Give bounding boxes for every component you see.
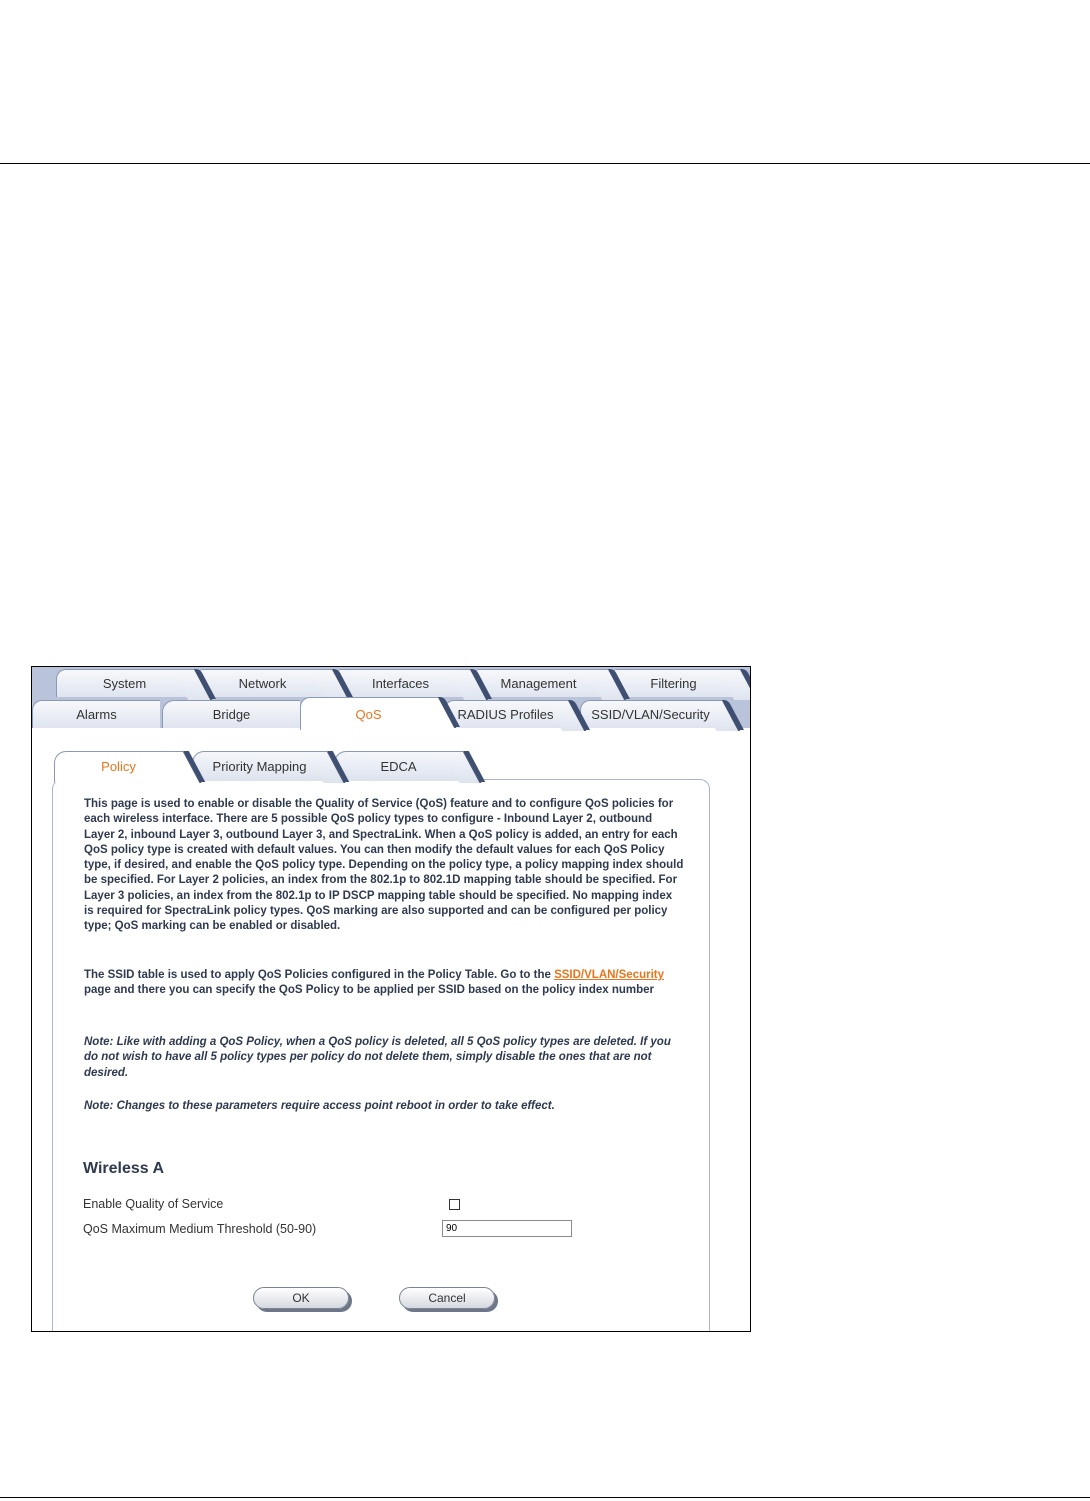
page-footer-rule [0,1497,1090,1498]
subtab-label: EDCA [380,759,417,774]
tab-bridge[interactable] [162,700,300,728]
delete-policy-note: Note: Like with adding a QoS Policy, when a QoS policy is deleted, all 5 QoS policy types are deleted. If you do not wish to have all 5 policy types per policy do not delete them, simply disable the ones that are not desired. [84,1036,671,1079]
subtab-label: Priority Mapping [212,759,307,774]
subtab-label: Policy [101,759,136,774]
cancel-button[interactable]: Cancel [399,1287,495,1309]
tab-label: QoS [355,707,382,722]
page-header-rule [0,163,1090,164]
tab-label: System [102,676,147,691]
threshold-input[interactable] [442,1220,572,1237]
qos-config-window [31,666,751,1332]
tab-label: Management [500,676,577,691]
threshold-label: QoS Maximum Medium Threshold (50-90) [83,1222,317,1236]
tab-network[interactable] [194,669,330,697]
tab-ssid-vlan-security[interactable] [580,700,720,728]
subtab-policy[interactable] [54,751,182,782]
tab-interfaces[interactable] [332,669,468,697]
enable-qos-checkbox[interactable] [449,1199,460,1210]
tab-system[interactable] [56,669,192,697]
subtab-edca[interactable] [334,751,462,781]
tab-label: Alarms [76,707,117,722]
ssid-table-description [84,968,684,999]
tab-label: RADIUS Profiles [457,707,554,722]
policy-description: This page is used to enable or disable the Quality of Service (QoS) feature and to configure QoS policies for each wireless interface. There are 5 possible QoS policy types to configure - Inbound Layer 2, outbound Layer 2, inbound Layer 3, outbound Layer 3, and SpectraLink. When a QoS policy is added, an entry for each QoS policy type is created with default values. You can then modify the default values for each QoS Policy type, if desired, and enable the QoS policy type. Depending on the policy type, a policy mapping index should be specified. For Layer 2 policies, an index from the 802.1p to 802.1D mapping table should be specified. For Layer 3 policies, an index from the 802.1p to IP DSCP mapping table should be specified. No mapping index is required for SpectraLink policy types. QoS marking are also supported and can be configured per policy type; QoS marking can be enabled or disabled. [84,798,684,933]
enable-qos-label: Enable Quality of Service [83,1197,224,1211]
tab-management[interactable] [470,669,606,697]
tab-label: SSID/VLAN/Security [591,707,710,722]
tab-radius-profiles[interactable] [444,700,566,728]
tab-label: Filtering [650,676,697,691]
ssid-vlan-security-link[interactable]: SSID/VLAN/Security [554,969,665,981]
ssid-text-after: page and there you can specify the QoS Policy to be applied per SSID based on the policy index number [84,984,655,997]
tab-label: Bridge [212,707,251,722]
subtab-priority-mapping[interactable] [192,751,326,781]
section-heading-wireless-a: Wireless A [83,1160,165,1177]
ssid-text-before: The SSID table is used to apply QoS Policies configured in the Policy Table. Go to the [84,969,551,981]
tab-label: Network [238,676,287,691]
tab-alarms[interactable] [32,700,160,728]
ok-button[interactable]: OK [253,1287,349,1309]
tab-filtering[interactable] [608,669,738,697]
tab-label: Interfaces [371,676,430,691]
tab-qos[interactable] [300,697,436,730]
reboot-note: Note: Changes to these parameters require access point reboot in order to take effect. [84,1100,555,1112]
